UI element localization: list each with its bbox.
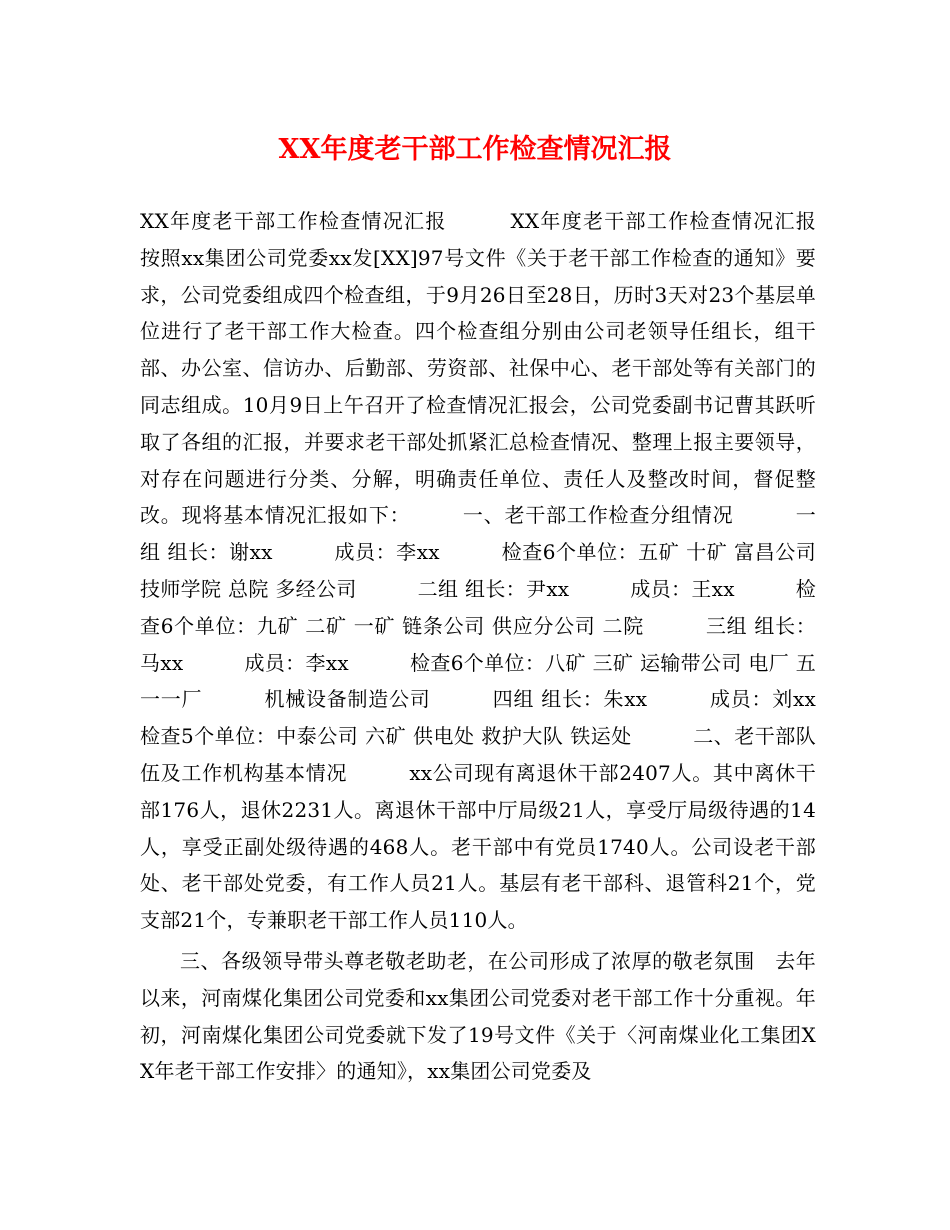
document-title: XX年度老干部工作检查情况汇报 (278, 134, 672, 165)
body-paragraph-1: XX年度老干部工作检查情况汇报 XX年度老干部工作检查情况汇报 按照xx集团公司党委xx发[XX]97号文件《关于老干部工作检查的通知》要求，公司党委组成四个检查组，于9月26日至28日，历时3天对23个基层单位进行了老干部工作大检查。四个检查组分别由公司老领导任组长，组干部、办公室、信访办、后勤部、劳资部、社保中心、老干部处等有关部门的同志组成。10月9日上午召开了检查情况汇报会，公司党委副书记曹其跃听取了各组的汇报，并要求老干部处抓紧汇总检查情况、整理上报主要领导，对存在问题进行分类、分解，明确责任单位、责任人及整改时间，督促整改。现将基本情况汇报如下： 一、老干部工作检查分组情况 一组 组长：谢xx 成员：李xx 检查6个单位：五矿 十矿 富昌公司 技师学院 总院 多经公司 二组 组长：尹xx 成员：王xx 检查6个单位：九矿 二矿 一矿 链条公司 供应分公司 二院 三组 组长：马xx 成员：李xx 检查6个单位：八矿 三矿 运输带公司 电厂 五一一厂 机械设备制造公司 四组 组长：朱xx 成员：刘xx 检查5个单位：中泰公司 六矿 供电处 救护大队 铁运处 二、老干部队伍及工作机构基本情况 xx公司现有离退休干部2407人。其中离休干部176人，退休2231人。离退休干部中厅局级21人，享受厅局级待遇的14人，享受正副处级待遇的468人。老干部中有党员1740人。公司设老干部处、老干部处党委，有工作人员21人。基层有老干部科、退管科21个，党支部21个，专兼职老干部工作人员110人。 (140, 209, 877, 933)
document-body (140, 203, 877, 1090)
body-paragraph-2: 三、各级领导带头尊老敬老助老，在公司形成了浓厚的敬老氛围 去年以来，河南煤化集团公司党委和xx集团公司党委对老干部工作十分重视。年初，河南煤化集团公司党委就下发了19号文件《关于〈河南煤业化工集团XX年老干部工作安排〉的通知》，xx集团公司党委及 (140, 948, 816, 1084)
